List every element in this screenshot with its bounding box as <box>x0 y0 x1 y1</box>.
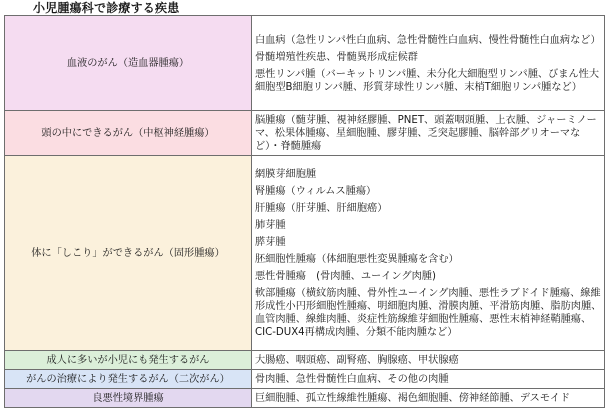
detail-item: 膵芽腫 <box>255 237 286 248</box>
table-row <box>5 351 605 370</box>
page-title: 小児腫瘍科で診療する疾患 <box>33 1 180 15</box>
detail-item: 肝腫瘍（肝芽腫、肝細胞癌） <box>255 203 388 214</box>
detail-item: 大腸癌、咽頭癌、副腎癌、胸腺癌、甲状腺癌 <box>255 355 459 366</box>
category-cell: 頭の中にできるがん（中枢神経腫瘍） <box>5 111 252 156</box>
category-cell: 血液のがん（造血器腫瘍） <box>5 16 252 111</box>
detail-item: 骨肉腫、急性骨髄性白血病、その他の肉腫 <box>255 374 449 385</box>
table-row <box>5 111 605 156</box>
category-cell: がんの治療により発生するがん（二次がん） <box>5 370 252 389</box>
category-cell: 良悪性境界腫瘍 <box>5 389 252 408</box>
detail-item: 軟部腫瘍（横紋筋肉腫、骨外性ユーイング肉腫、悪性ラブドイド腫瘍、線維形成性小円形細胞性腫瘍、明細胞肉腫、滑膜肉腫、平滑筋肉腫、脂肪肉腫、血管肉腫、線維肉腫、炎症性筋線維芽細胞性腫瘍、悪性末梢神経鞘腫瘍、CIC-DUX4再構成肉腫、分類不能肉腫など） <box>255 288 602 338</box>
table-row <box>5 16 605 111</box>
detail-item: 網膜芽細胞腫 <box>255 169 317 180</box>
table-row <box>5 156 605 351</box>
detail-cell <box>252 111 605 156</box>
table-row <box>5 389 605 408</box>
category-cell: 成人に多いが小児にも発生するがん <box>5 351 252 370</box>
detail-item: 腎腫瘍（ウィルムス腫瘍） <box>255 186 377 197</box>
detail-item: 骨髄増殖性疾患、骨髄異形成症候群 <box>255 51 418 63</box>
detail-item: 胚細胞性腫瘍（体細胞悪性変異腫瘍を含む） <box>255 254 459 265</box>
detail-cell <box>252 389 605 408</box>
detail-item: 悪性リンパ腫（バーキットリンパ腫、未分化大細胞型リンパ腫、びまん性大細胞型B細胞リンパ腫、形質芽球性リンパ腫、末梢T細胞リンパ腫など） <box>255 68 600 93</box>
detail-item: 肺芽腫 <box>255 220 286 231</box>
detail-item: 白血病（急性リンパ性白血病、急性骨髄性白血病、慢性骨髄性白血病など） <box>255 34 601 46</box>
category-cell: 体に「しこり」ができるがん（固形腫瘍） <box>5 156 252 351</box>
table-row <box>5 370 605 389</box>
detail-cell <box>252 370 605 389</box>
detail-item: 悪性骨腫瘍 (骨肉腫、ユーイング肉腫) <box>255 271 436 282</box>
detail-item: 巨細胞腫、孤立性線維性腫瘍、褐色細胞腫、傍神経節腫、デスモイド <box>255 393 571 404</box>
detail-cell <box>252 351 605 370</box>
detail-cell <box>252 156 605 351</box>
disease-table <box>4 15 605 408</box>
detail-cell <box>252 16 605 111</box>
detail-item: 脳腫瘍（髄芽腫、視神経膠腫、PNET、頭蓋咽頭腫、上衣腫、ジャーミノーマ、松果体腫瘍、星細胞腫、膠芽腫、乏突起膠腫、脳幹部グリオーマなど）・脊髄腫瘍 <box>255 115 597 152</box>
